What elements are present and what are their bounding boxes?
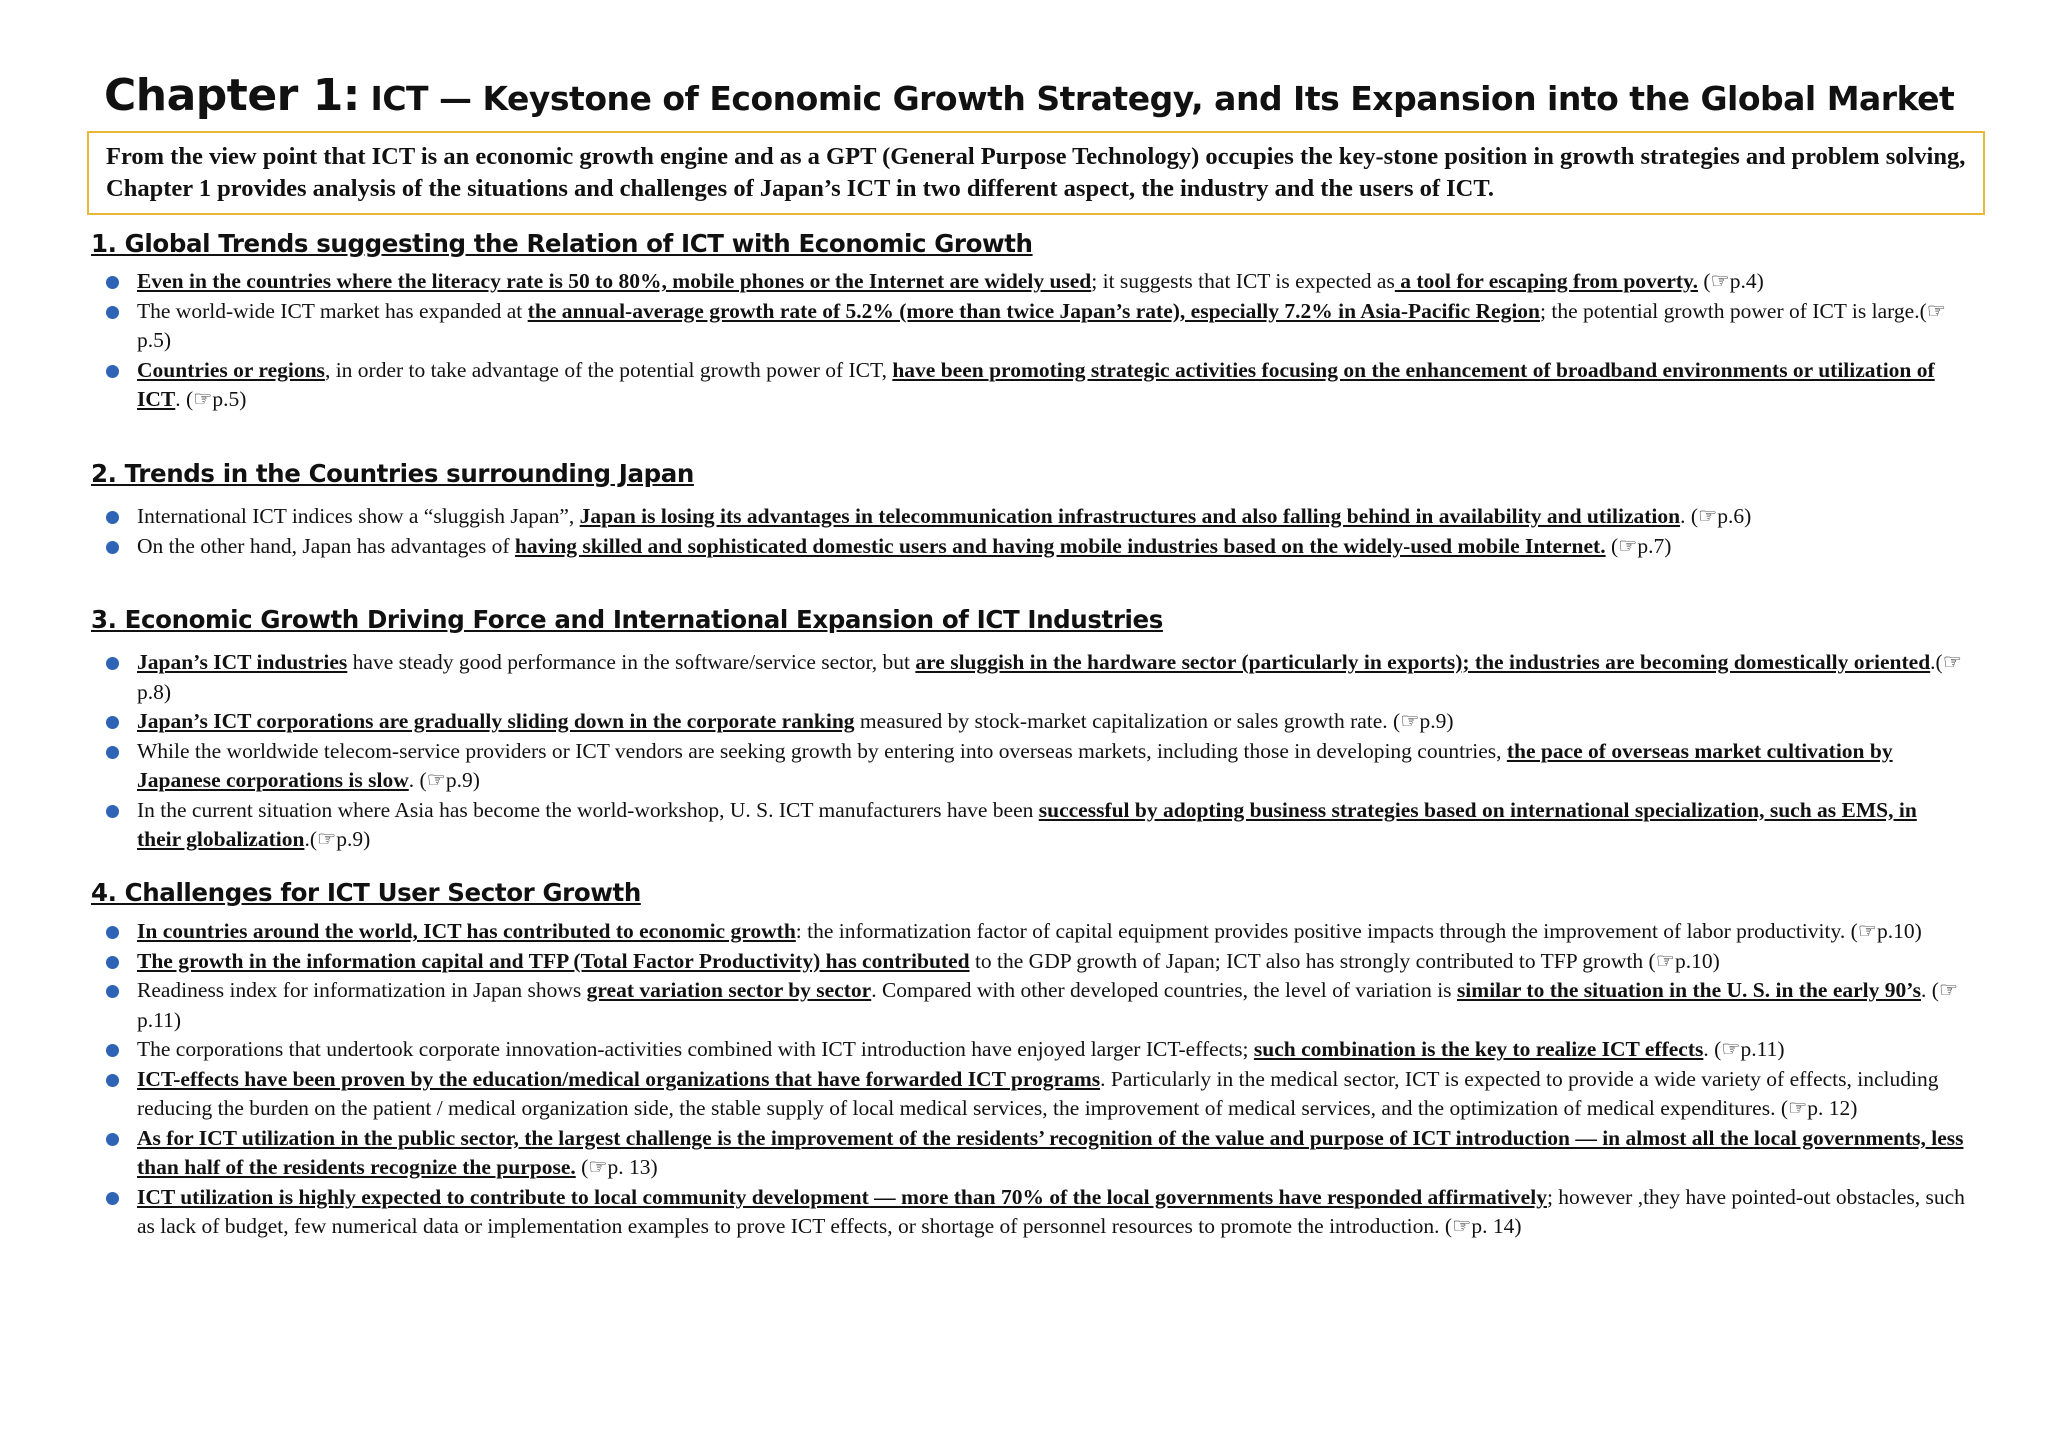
- body-text: International ICT indices show a “sluggish Japan”,: [137, 504, 580, 528]
- body-text: .(☞p.8): [137, 650, 1962, 704]
- emphasized-text: The growth in the information capital and TFP (Total Factor Productivity) has contributed: [137, 948, 970, 973]
- bullet-dot-icon: [106, 1133, 119, 1146]
- bullet-dot-icon: [106, 1192, 119, 1205]
- emphasized-text: Japan’s ICT industries: [137, 650, 348, 674]
- section-2-bullet-list: [104, 502, 1966, 561]
- body-text: (☞p. 13): [575, 1155, 658, 1179]
- body-text: . Particularly in the medical sector, ICT is expected to provide a wide variety of effects, including reducing the burden on the patient / medical organization side, the stable supply of local medical services, the improvement of medical services, and the optimization of medical expenditures. (☞p. 12): [137, 1066, 1939, 1120]
- section-4-bullet-list: [104, 917, 1966, 1242]
- chapter-title-lead: Chapter 1:: [104, 70, 360, 121]
- bullet-item: [104, 297, 1966, 356]
- emphasized-text: successful by adopting business strategies based on international specialization, such as EMS, in their globalization: [137, 797, 1917, 851]
- bullet-dot-icon: [106, 716, 119, 729]
- body-text: have steady good performance in the software/service sector, but: [347, 650, 916, 674]
- bullet-dot-icon: [106, 926, 119, 939]
- bullet-item: [104, 1183, 1966, 1242]
- emphasized-text: Japan is losing its advantages in telecommunication infrastructures and also falling behind in availability and utilization: [579, 504, 1681, 528]
- body-text: (☞p.7): [1605, 533, 1672, 558]
- bullet-item: [104, 356, 1966, 415]
- body-text: ; the potential growth power of ICT is large.(☞p.5): [137, 298, 1947, 352]
- section-1-bullet-list: [104, 267, 1966, 415]
- body-text: . (☞p.5): [175, 387, 247, 411]
- emphasized-text: are sluggish in the hardware sector (particularly in exports); the industries are becoming domestically oriented: [915, 650, 1931, 674]
- emphasized-text: similar to the situation in the U. S. in the early 90’s: [1456, 978, 1921, 1002]
- bullet-item: [104, 502, 1966, 532]
- section-3-bullet-list: [104, 648, 1966, 855]
- section-heading-3: 3. Economic Growth Driving Force and International Expansion of ICT Industries: [91, 605, 1163, 634]
- body-text: . (☞p.11): [1703, 1037, 1785, 1061]
- body-text: : the informatization factor of capital equipment provides positive impacts through the improvement of labor productivity. (☞p.10): [795, 919, 1922, 943]
- emphasized-text: a tool for escaping from poverty.: [1394, 269, 1698, 293]
- bullet-dot-icon: [106, 1044, 119, 1057]
- emphasized-text: the pace of overseas market cultivation by Japanese corporations is slow: [137, 738, 1893, 792]
- bullet-item: [104, 976, 1966, 1035]
- section-heading-1: 1. Global Trends suggesting the Relation of ICT with Economic Growth: [91, 229, 1033, 258]
- bullet-dot-icon: [106, 306, 119, 319]
- bullet-dot-icon: [106, 956, 119, 969]
- body-text: The world-wide ICT market has expanded at: [137, 298, 528, 323]
- bullet-item: [104, 1065, 1966, 1124]
- emphasized-text: ICT utilization is highly expected to contribute to local community development — more than 70% of the local governments have responded affirmatively: [137, 1184, 1547, 1209]
- section-heading-2: 2. Trends in the Countries surrounding Japan: [91, 459, 694, 488]
- emphasized-text: As for ICT utilization in the public sector, the largest challenge is the improvement of the residents’ recognition of the value and purpose of ICT introduction — in almost all the local governments, less than half of the residents recognize the purpose.: [137, 1125, 1964, 1179]
- body-text: In the current situation where Asia has become the world-workshop, U. S. ICT manufacturers have been: [137, 797, 1039, 822]
- body-text: While the worldwide telecom-service providers or ICT vendors are seeking growth by entering into overseas markets, including those in developing countries,: [137, 738, 1507, 763]
- bullet-item: [104, 796, 1966, 855]
- bullet-dot-icon: [106, 276, 119, 289]
- emphasized-text: ICT-effects have been proven by the education/medical organizations that have forwarded ICT programs: [137, 1066, 1101, 1091]
- chapter-summary-box: From the view point that ICT is an economic growth engine and as a GPT (General Purpose Technology) occupies the key-stone position in growth strategies and problem solving, Chapter 1 provides analysis of the situations and challenges of Japan’s ICT in two different aspect, the industry and the users of ICT.: [87, 131, 1985, 215]
- bullet-dot-icon: [106, 657, 119, 670]
- body-text: , in order to take advantage of the potential growth power of ICT,: [324, 357, 893, 382]
- body-text: . (☞p.11): [137, 978, 1959, 1032]
- bullet-item: [104, 707, 1966, 737]
- bullet-dot-icon: [106, 365, 119, 378]
- bullet-item: [104, 267, 1966, 297]
- emphasized-text: such combination is the key to realize ICT effects: [1253, 1037, 1704, 1061]
- bullet-dot-icon: [106, 541, 119, 554]
- bullet-item: [104, 947, 1966, 977]
- emphasized-text: In countries around the world, ICT has contributed to economic growth: [137, 919, 796, 943]
- chapter-title-rest: ICT — Keystone of Economic Growth Strategy, and Its Expansion into the Global Market: [370, 79, 1955, 118]
- bullet-dot-icon: [106, 805, 119, 818]
- body-text: ; it suggests that ICT is expected as: [1091, 269, 1395, 293]
- bullet-dot-icon: [106, 985, 119, 998]
- bullet-item: [104, 648, 1966, 707]
- body-text: Readiness index for informatization in Japan shows: [137, 978, 587, 1002]
- bullet-item: [104, 1035, 1966, 1065]
- bullet-item: [104, 737, 1966, 796]
- body-text: The corporations that undertook corporate innovation-activities combined with ICT introduction have enjoyed larger ICT-effects;: [137, 1037, 1254, 1061]
- emphasized-text: Japan’s ICT corporations are gradually sliding down in the corporate ranking: [137, 709, 855, 733]
- bullet-item: [104, 1124, 1966, 1183]
- bullet-item: [104, 532, 1966, 562]
- body-text: On the other hand, Japan has advantages of: [137, 533, 515, 558]
- emphasized-text: the annual-average growth rate of 5.2% (more than twice Japan’s rate), especially 7.2% in Asia-Pacific Region: [527, 298, 1541, 323]
- section-heading-4: 4. Challenges for ICT User Sector Growth: [91, 878, 641, 907]
- emphasized-text: have been promoting strategic activities focusing on the enhancement of broadband environments or utilization of ICT: [137, 357, 1935, 411]
- bullet-dot-icon: [106, 1074, 119, 1087]
- emphasized-text: Countries or regions: [137, 357, 325, 382]
- bullet-dot-icon: [106, 511, 119, 524]
- body-text: . (☞p.6): [1680, 504, 1752, 528]
- emphasized-text: Even in the countries where the literacy rate is 50 to 80%, mobile phones or the Internet are widely used: [137, 269, 1092, 293]
- emphasized-text: having skilled and sophisticated domestic users and having mobile industries based on the widely-used mobile Internet.: [514, 533, 1606, 558]
- chapter-title: [104, 70, 1954, 121]
- body-text: .(☞p.9): [304, 827, 371, 851]
- body-text: ; however ,they have pointed-out obstacles, such as lack of budget, few numerical data or implementation examples to prove ICT effects, or shortage of personnel resources to promote the introduction. (☞p. 14): [137, 1184, 1965, 1238]
- body-text: to the GDP growth of Japan; ICT also has strongly contributed to TFP growth (☞p.10): [969, 948, 1720, 973]
- bullet-item: [104, 917, 1966, 947]
- body-text: (☞p.4): [1697, 269, 1764, 293]
- body-text: measured by stock-market capitalization or sales growth rate. (☞p.9): [854, 709, 1454, 733]
- body-text: . Compared with other developed countries, the level of variation is: [871, 978, 1457, 1002]
- bullet-dot-icon: [106, 746, 119, 759]
- emphasized-text: great variation sector by sector: [586, 978, 872, 1002]
- body-text: . (☞p.9): [408, 768, 480, 792]
